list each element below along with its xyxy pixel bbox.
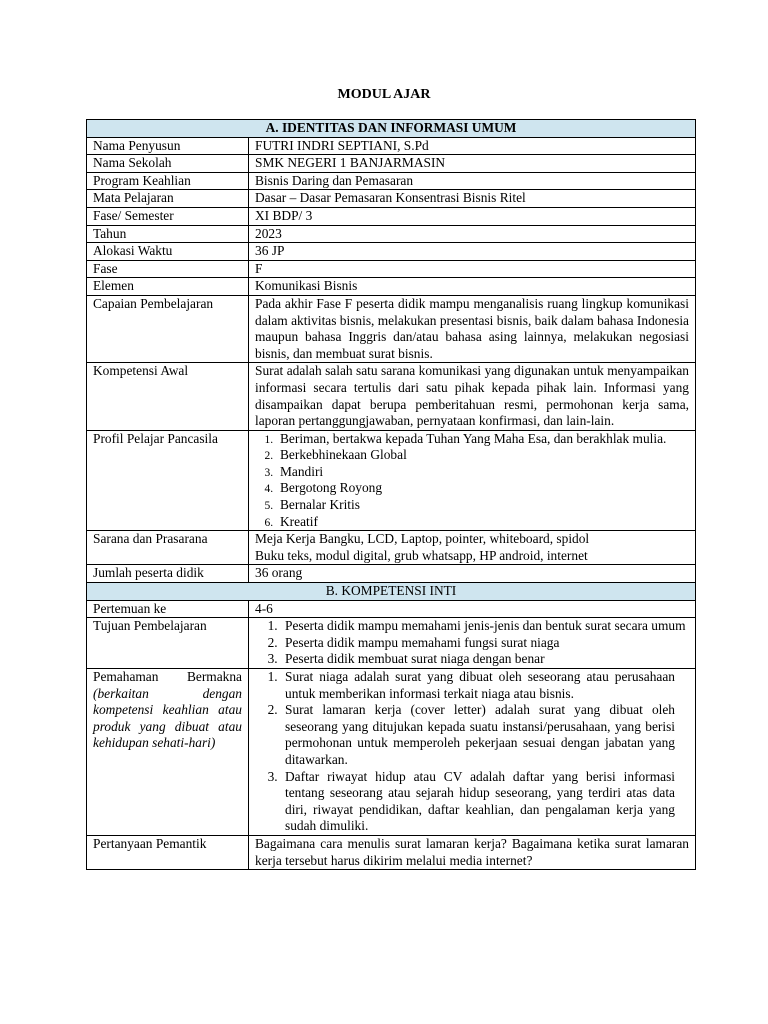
tujuan-list <box>255 618 689 668</box>
table-row <box>87 155 696 173</box>
row-value-alokasi-waktu: 36 JP <box>249 243 696 261</box>
table-row <box>87 172 696 190</box>
sarana-line-1: Meja Kerja Bangku, LCD, Laptop, pointer, whiteboard, spidol <box>255 531 590 547</box>
row-label-kompetensi-awal: Kompetensi Awal <box>87 363 249 430</box>
row-value-profil <box>249 430 696 531</box>
table-row <box>87 260 696 278</box>
table-row <box>87 295 696 362</box>
row-value-nama-penyusun: FUTRI INDRI SEPTIANI, S.Pd <box>249 137 696 155</box>
row-label-pertemuan: Pertemuan ke <box>87 600 249 618</box>
row-label-elemen: Elemen <box>87 278 249 296</box>
row-value-pemahaman <box>249 669 696 836</box>
row-label-profil: Profil Pelajar Pancasila <box>87 430 249 531</box>
table-row <box>87 600 696 618</box>
row-value-capaian: Pada akhir Fase F peserta didik mampu menganalisis ruang lingkup komunikasi dalam aktivitas bisnis, melakukan presentasi bisnis, baik dalam bahasa Indonesia maupun bahasa Inggris dan/atau bahasa asing lainnya, melakukan negosiasi bisnis, dan membuat surat bisnis. <box>249 295 696 362</box>
section-b-title: B. KOMPETENSI INTI <box>87 583 696 601</box>
row-value-pertemuan: 4-6 <box>249 600 696 618</box>
table-row <box>87 137 696 155</box>
row-label-tujuan: Tujuan Pembelajaran <box>87 618 249 669</box>
table-row <box>87 190 696 208</box>
row-value-mata-pelajaran: Dasar – Dasar Pemasaran Konsentrasi Bisnis Ritel <box>249 190 696 208</box>
module-table <box>86 119 696 870</box>
list-item: 3. Daftar riwayat hidup atau CV adalah daftar yang berisi informasi tentang seseorang atau sejarah hidup seseorang, yang terdiri atas data diri, riwayat pendidikan, daftar keahlian, dan pengalaman kerja yang sudah dimuliki. <box>281 769 675 835</box>
row-label-program-keahlian: Program Keahlian <box>87 172 249 190</box>
row-value-elemen: Komunikasi Bisnis <box>249 278 696 296</box>
row-value-fase-semester: XI BDP/ 3 <box>249 207 696 225</box>
list-item: 3. Mandiri <box>276 464 689 481</box>
row-label-alokasi-waktu: Alokasi Waktu <box>87 243 249 261</box>
pemahaman-list <box>255 669 675 835</box>
row-label-fase-semester: Fase/ Semester <box>87 207 249 225</box>
row-label-sarana: Sarana dan Prasarana <box>87 531 249 565</box>
list-item: 1. Surat niaga adalah surat yang dibuat oleh seseorang atau perusahaan untuk memberikan informasi terkait niaga atau bisnis. <box>281 669 675 702</box>
document-title: MODUL AJAR <box>337 87 431 102</box>
table-row <box>87 835 696 869</box>
list-item: 4. Bergotong Royong <box>276 480 689 497</box>
pemahaman-label-italic: (berkaitan dengan kompetensi keahlian atau produk yang dibuat atau kehidupan sehati-hari) <box>93 685 242 751</box>
list-item: 6. Kreatif <box>276 514 689 531</box>
row-label-jumlah: Jumlah peserta didik <box>87 565 249 583</box>
section-a-header-row <box>87 120 696 138</box>
pemahaman-label-plain: Pemahaman Bermakna <box>93 669 242 684</box>
row-label-pemahaman <box>87 669 249 836</box>
row-label-fase: Fase <box>87 260 249 278</box>
row-value-pertanyaan <box>249 835 696 869</box>
row-value-jumlah: 36 orang <box>249 565 696 583</box>
row-value-tahun: 2023 <box>249 225 696 243</box>
list-item: 2. Berkebhinekaan Global <box>276 447 689 464</box>
table-row <box>87 531 696 565</box>
table-row <box>87 225 696 243</box>
row-value-fase: F <box>249 260 696 278</box>
pertanyaan-text: Bagaimana cara menulis surat lamaran kerja? Bagaimana ketika surat lamaran kerja tersebut harus dikirim melalui media internet? <box>255 835 689 868</box>
row-label-tahun: Tahun <box>87 225 249 243</box>
table-row <box>87 565 696 583</box>
table-row <box>87 669 696 836</box>
row-label-capaian: Capaian Pembelajaran <box>87 295 249 362</box>
section-a-title: A. IDENTITAS DAN INFORMASI UMUM <box>87 120 696 138</box>
section-b-header-row <box>87 583 696 601</box>
row-value-sarana <box>249 531 696 565</box>
table-row <box>87 278 696 296</box>
profil-list <box>255 431 689 531</box>
row-value-nama-sekolah: SMK NEGERI 1 BANJARMASIN <box>249 155 696 173</box>
list-item: 2. Surat lamaran kerja (cover letter) adalah surat yang dibuat oleh seseorang yang ditujukan kepada suatu instansi/perusahaan, yang berisi permohonan untuk memperoleh pekerjaan sesuai dengan jabatan yang ditawarkan. <box>281 702 675 768</box>
row-value-tujuan <box>249 618 696 669</box>
row-value-program-keahlian: Bisnis Daring dan Pemasaran <box>249 172 696 190</box>
list-item: 1. Beriman, bertakwa kepada Tuhan Yang Maha Esa, dan berakhlak mulia. <box>276 431 689 448</box>
table-row <box>87 430 696 531</box>
sarana-line-2: Buku teks, modul digital, grub whatsapp, HP android, internet <box>255 547 588 563</box>
row-label-nama-sekolah: Nama Sekolah <box>87 155 249 173</box>
table-row <box>87 207 696 225</box>
list-item: 1. Peserta didik mampu memahami jenis-jenis dan bentuk surat secara umum <box>281 618 689 635</box>
list-item: 3. Peserta didik membuat surat niaga dengan benar <box>281 651 689 668</box>
row-label-nama-penyusun: Nama Penyusun <box>87 137 249 155</box>
table-row <box>87 243 696 261</box>
table-row <box>87 363 696 430</box>
table-row <box>87 618 696 669</box>
list-item: 2. Peserta didik mampu memahami fungsi surat niaga <box>281 635 689 652</box>
row-value-kompetensi-awal: Surat adalah salah satu sarana komunikasi yang digunakan untuk menyampaikan informasi secara tertulis dari satu pihak kepada pihak lain. Informasi yang disampaikan dapat berupa pemberitahuan resmi, permohonan kerja sama, laporan pertanggungjawaban, pernyataan konfirmasi, dan lain-lain. <box>249 363 696 430</box>
list-item: 5. Bernalar Kritis <box>276 497 689 514</box>
row-label-mata-pelajaran: Mata Pelajaran <box>87 190 249 208</box>
row-label-pertanyaan: Pertanyaan Pemantik <box>87 835 249 869</box>
